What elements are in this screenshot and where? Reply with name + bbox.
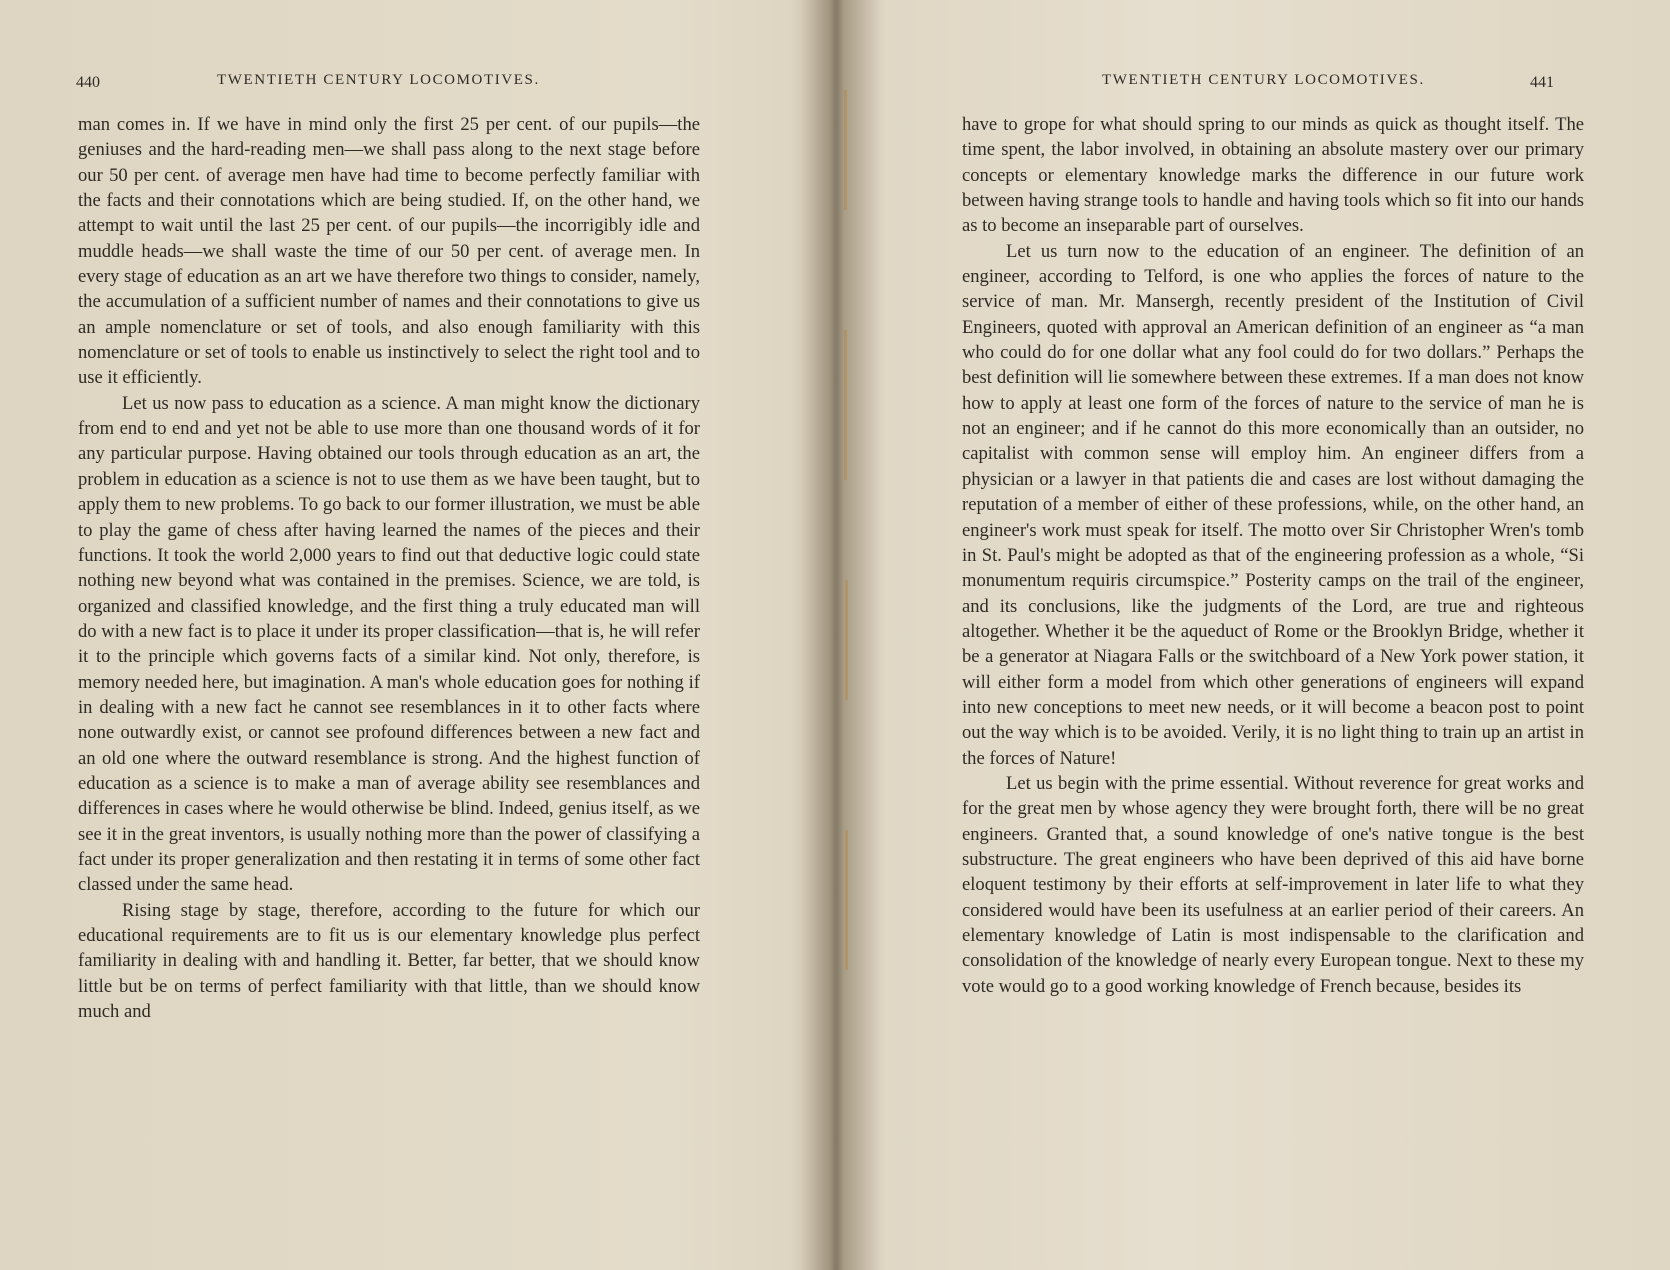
binding-thread (845, 830, 848, 970)
body-text-right (962, 112, 1584, 999)
paragraph: Let us begin with the prime essential. Without reverence for great works and for the great men by whose agency they were brought forth, there will be no great engineers. Granted that, a sound knowledge of one's native tongue is the best substructure. The great engineers who have been deprived of this aid have borne eloquent testimony by their efforts at self-improvement in later life to what they considered would have been its usefulness at an earlier period of their careers. An elementary knowledge of Latin is most indispensable to the clarification and consolidation of the knowledge of nearly every European tongue. Next to these my vote would go to a good working knowledge of French because, besides its (962, 772, 1584, 997)
right-page (835, 0, 1670, 1270)
binding-thread (844, 90, 847, 210)
running-head-left: TWENTIETH CENTURY LOCOMOTIVES. (217, 72, 540, 88)
running-head-right: TWENTIETH CENTURY LOCOMOTIVES. (1102, 72, 1425, 88)
paragraph: have to grope for what should spring to our minds as quick as thought itself. The time spent, the labor involved, in obtaining an absolute mastery over our primary concepts or elementary knowledge marks the difference in our future work between having strange tools to handle and having tools which so fit into our hands as to become an inseparable part of ourselves. (962, 114, 1584, 237)
paragraph: Let us now pass to education as a science. A man might know the dictionary from end to end and yet not be able to use more than one thousand words of it for any particular purpose. Having obtained our tools through education as an art, the problem in education as a science is not to use them as we have been taught, but to apply them to new problems. To go back to our former illustration, we must be able to play the game of chess after having learned the names of the pieces and their functions. It took the world 2,000 years to find out that deductive logic could state nothing new beyond what was contained in the premises. Science, we are told, is organized and classified knowledge, and the first thing a truly educated man will do with a new fact is to place it under its proper classification—that is, he will refer it to the principle which governs facts of a similar kind. Not only, therefore, is memory needed here, but imagination. A man's whole education goes for nothing if in dealing with a new fact he cannot see resemblances in it to other facts where none outwardly exist, or cannot see profound differences between a new fact and an old one where the outward resemblance is strong. And the highest function of education as a science is to make a man of average ability see resemblances and differences in cases where he would otherwise be blind. Indeed, genius itself, as we see it in the great inventors, is usually nothing more than the power of classifying a fact under its proper generalization and then restating it in terms of some other fact classed under the same head. (78, 392, 700, 896)
page-number-right: 441 (1530, 74, 1554, 91)
paragraph: Let us turn now to the education of an engineer. The definition of an engineer, according to Telford, is one who applies the forces of nature to the service of man. Mr. Mansergh, recently president of the Institution of Civil Engineers, quoted with approval an American definition of an engineer as “a man who could do for one dollar what any fool could do for two dollars.” Perhaps the best definition will lie somewhere between these extremes. If a man does not know how to apply at least one form of the forces of nature to the service of man he is not an engineer; and if he cannot do this more economically than an outsider, no capitalist with common sense will employ him. An engineer differs from a physician or a lawyer in that patients die and cases are lost without damaging the reputation of a member of either of these professions, while, on the other hand, an engineer's work must speak for itself. The motto over Sir Christopher Wren's tomb in St. Paul's might be adopted as that of the engineering profession as a whole, “Si monumentum requiris circumspice.” Posterity camps on the trail of the engineer, and its conclusions, like the judgments of the Lord, are true and righteous altogether. Whether it be the aqueduct of Rome or the Brooklyn Bridge, whether it be a generator at Niagara Falls or the switchboard of a New York power station, it will either form a model from which other generations of engineers will expand into new conceptions to meet new needs, or it will become a beacon post to point out the way which is to be avoided. Verily, it is no light thing to train up an artist in the forces of Nature! (962, 240, 1584, 769)
page-number-left: 440 (76, 74, 100, 91)
binding-thread (845, 580, 848, 700)
body-text-left (78, 112, 700, 1024)
gutter-shadow (790, 0, 880, 1270)
binding-thread (844, 330, 847, 480)
paragraph: man comes in. If we have in mind only the first 25 per cent. of our pupils—the geniuses and the hard-reading men—we shall pass along to the next stage before our 50 per cent. of average men have had time to become perfectly familiar with the facts and their connotations which are being studied. If, on the other hand, we attempt to wait until the last 25 per cent. of our pupils—the incorrigibly idle and muddle heads—we shall waste the time of our 50 per cent. of average men. In every stage of education as an art we have therefore two things to consider, namely, the accumulation of a sufficient number of names and their connotations to give us an ample nomenclature or set of tools, and also enough familiarity with this nomenclature or set of tools to enable us instinctively to select the right tool and to use it efficiently. (78, 114, 700, 389)
paragraph: Rising stage by stage, therefore, according to the future for which our educational requirements are to fit us is our elementary knowledge plus perfect familiarity in dealing with and handling it. Better, far better, that we should know little but be on terms of perfect familiarity with that little, than we should know much and (78, 899, 700, 1023)
